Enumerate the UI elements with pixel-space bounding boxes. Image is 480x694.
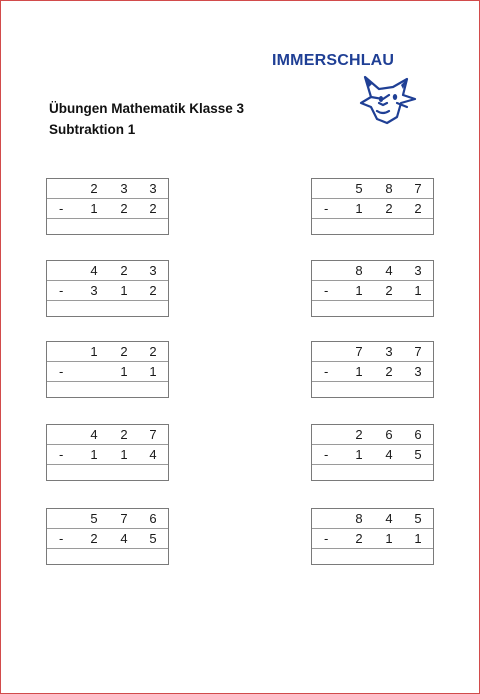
subtrahend-row: [47, 198, 168, 218]
digit: 1: [414, 283, 422, 298]
subtrahend-row: [312, 528, 433, 548]
subtraction-problem: [46, 260, 169, 317]
answer-row[interactable]: [312, 548, 433, 566]
digit: 4: [90, 263, 98, 278]
minus-sign: -: [59, 283, 64, 298]
subtraction-problem: [46, 508, 169, 565]
digit: 2: [120, 201, 128, 216]
digit: 7: [414, 344, 422, 359]
digit: 6: [414, 427, 422, 442]
minuend-row: [47, 509, 168, 528]
digit: 4: [90, 427, 98, 442]
digit: 3: [90, 283, 98, 298]
subtrahend-row: [47, 280, 168, 300]
digit: 2: [414, 201, 422, 216]
subtrahend-row: [312, 280, 433, 300]
digit: 1: [355, 201, 363, 216]
answer-row[interactable]: [312, 300, 433, 318]
subtraction-problem: [311, 424, 434, 481]
digit: 5: [149, 531, 157, 546]
worksheet-title: [49, 98, 244, 140]
digit: 3: [385, 344, 393, 359]
digit: 8: [355, 263, 363, 278]
subtraction-problem: [46, 424, 169, 481]
digit: 5: [90, 511, 98, 526]
digit: 1: [120, 283, 128, 298]
digit: 1: [414, 531, 422, 546]
minus-sign: -: [59, 364, 64, 379]
digit: 2: [90, 531, 98, 546]
answer-row[interactable]: [47, 464, 168, 482]
minus-sign: -: [324, 201, 329, 216]
minus-sign: -: [59, 531, 64, 546]
title-line-1: Übungen Mathematik Klasse 3: [49, 101, 245, 116]
digit: 8: [355, 511, 363, 526]
minus-sign: -: [324, 283, 329, 298]
subtraction-problem: [311, 341, 434, 398]
subtrahend-row: [47, 444, 168, 464]
digit: 4: [385, 263, 393, 278]
digit: 4: [385, 447, 393, 462]
digit: 2: [120, 427, 128, 442]
digit: 1: [149, 364, 157, 379]
answer-row[interactable]: [47, 300, 168, 318]
subtrahend-row: [47, 361, 168, 381]
digit: 4: [120, 531, 128, 546]
subtrahend-row: [47, 528, 168, 548]
subtraction-problem: [46, 178, 169, 235]
answer-row[interactable]: [47, 218, 168, 236]
brand-name: IMMERSCHLAU: [272, 52, 395, 69]
digit: 2: [120, 344, 128, 359]
subtraction-problem: [46, 341, 169, 398]
digit: 2: [149, 283, 157, 298]
minus-sign: -: [59, 447, 64, 462]
digit: 6: [385, 427, 393, 442]
answer-row[interactable]: [47, 548, 168, 566]
digit: 5: [414, 511, 422, 526]
minuend-row: [312, 425, 433, 444]
digit: 6: [149, 511, 157, 526]
subtrahend-row: [312, 444, 433, 464]
digit: 2: [385, 201, 393, 216]
digit: 1: [90, 201, 98, 216]
subtraction-problem: [311, 178, 434, 235]
digit: 2: [120, 263, 128, 278]
minus-sign: -: [324, 364, 329, 379]
subtraction-problem: [311, 508, 434, 565]
digit: 2: [149, 201, 157, 216]
digit: 2: [90, 181, 98, 196]
subtrahend-row: [312, 361, 433, 381]
digit: 5: [414, 447, 422, 462]
digit: 5: [355, 181, 363, 196]
minuend-row: [312, 261, 433, 280]
answer-row[interactable]: [312, 218, 433, 236]
minus-sign: -: [59, 201, 64, 216]
digit: 1: [90, 447, 98, 462]
digit: 2: [385, 364, 393, 379]
answer-row[interactable]: [312, 381, 433, 399]
minuend-row: [312, 179, 433, 198]
digit: 4: [149, 447, 157, 462]
minuend-row: [47, 425, 168, 444]
digit: 7: [414, 181, 422, 196]
minuend-row: [312, 342, 433, 361]
minus-sign: -: [324, 531, 329, 546]
digit: 7: [149, 427, 157, 442]
digit: 2: [149, 344, 157, 359]
digit: 1: [90, 344, 98, 359]
subtraction-problem: [311, 260, 434, 317]
digit: 3: [149, 181, 157, 196]
digit: 1: [355, 447, 363, 462]
digit: 3: [414, 364, 422, 379]
fox-icon: [357, 73, 421, 127]
answer-row[interactable]: [47, 381, 168, 399]
digit: 1: [120, 364, 128, 379]
minuend-row: [47, 342, 168, 361]
digit: 7: [120, 511, 128, 526]
minuend-row: [312, 509, 433, 528]
digit: 8: [385, 181, 393, 196]
digit: 2: [355, 531, 363, 546]
subtrahend-row: [312, 198, 433, 218]
digit: 2: [355, 427, 363, 442]
minus-sign: -: [324, 447, 329, 462]
digit: 1: [385, 531, 393, 546]
digit: 3: [414, 263, 422, 278]
digit: 2: [385, 283, 393, 298]
title-line-2: Subtraktion 1: [49, 122, 136, 137]
digit: 7: [355, 344, 363, 359]
digit: 3: [120, 181, 128, 196]
minuend-row: [47, 261, 168, 280]
minuend-row: [47, 179, 168, 198]
digit: 1: [355, 364, 363, 379]
digit: 4: [385, 511, 393, 526]
digit: 3: [149, 263, 157, 278]
answer-row[interactable]: [312, 464, 433, 482]
digit: 1: [355, 283, 363, 298]
digit: 1: [120, 447, 128, 462]
